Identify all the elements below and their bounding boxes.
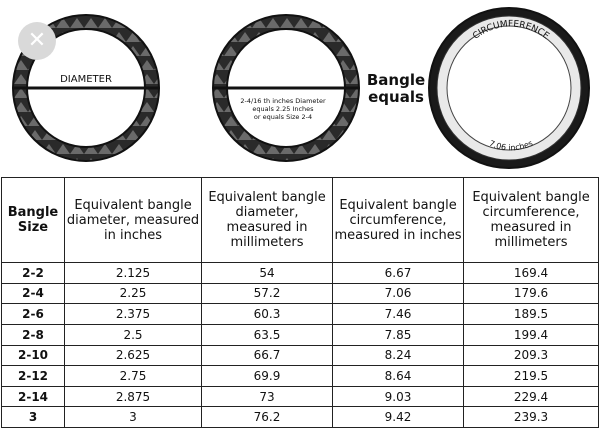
cell-circumference-mm: 229.4 xyxy=(464,386,599,407)
table-row xyxy=(2,263,599,284)
cell-circumference-mm: 179.6 xyxy=(464,283,599,304)
cell-size: 2-2 xyxy=(2,263,65,284)
cell-circumference-inches: 7.85 xyxy=(333,324,464,345)
middle-note-line-2: equals 2.25 Inches xyxy=(252,105,314,113)
header-diameter-inches: Equivalent bangle diameter, measured in inches xyxy=(65,178,202,263)
cell-diameter-inches: 2.375 xyxy=(65,304,202,325)
cell-circumference-mm: 209.3 xyxy=(464,345,599,366)
cell-size: 2-8 xyxy=(2,324,65,345)
circumference-label: CIRCUMFERENCE xyxy=(471,19,551,42)
bangle-equals-line-2: equals xyxy=(368,88,424,106)
table-row xyxy=(2,366,599,387)
cell-diameter-inches: 3 xyxy=(65,407,202,428)
bangle-circumference-ring xyxy=(429,8,589,168)
header-circumference-mm: Equivalent bangle circumference, measured in millimeters xyxy=(464,178,599,263)
cell-circumference-mm: 169.4 xyxy=(464,263,599,284)
diameter-label: DIAMETER xyxy=(60,74,112,85)
cell-diameter-mm: 69.9 xyxy=(202,366,333,387)
cell-diameter-mm: 63.5 xyxy=(202,324,333,345)
cell-size: 3 xyxy=(2,407,65,428)
table-row xyxy=(2,386,599,407)
cell-circumference-mm: 239.3 xyxy=(464,407,599,428)
cell-circumference-inches: 8.64 xyxy=(333,366,464,387)
bangle-equals-line-1: Bangle xyxy=(366,71,426,89)
cell-size: 2-14 xyxy=(2,386,65,407)
middle-note-line-3: or equals Size 2-4 xyxy=(253,113,313,121)
cell-diameter-inches: 2.25 xyxy=(65,283,202,304)
cell-circumference-inches: 6.67 xyxy=(333,263,464,284)
close-icon: ✕ xyxy=(27,28,47,53)
bangle-size-ring xyxy=(213,15,359,161)
bangle-size-table xyxy=(1,177,599,428)
header-diameter-mm: Equivalent bangle diameter, measured in millimeters xyxy=(202,178,333,263)
cell-diameter-mm: 66.7 xyxy=(202,345,333,366)
cell-size: 2-10 xyxy=(2,345,65,366)
cell-diameter-inches: 2.875 xyxy=(65,386,202,407)
cell-diameter-mm: 76.2 xyxy=(202,407,333,428)
cell-diameter-inches: 2.125 xyxy=(65,263,202,284)
cell-diameter-mm: 54 xyxy=(202,263,333,284)
cell-size: 2-12 xyxy=(2,366,65,387)
cell-diameter-inches: 2.75 xyxy=(65,366,202,387)
bangle-illustration xyxy=(0,0,600,176)
cell-circumference-mm: 199.4 xyxy=(464,324,599,345)
middle-note-line-1: 2-4/16 th inches Diameter xyxy=(240,97,326,105)
cell-diameter-mm: 73 xyxy=(202,386,333,407)
header-bangle-size: Bangle Size xyxy=(2,178,65,263)
cell-circumference-inches: 9.42 xyxy=(333,407,464,428)
cell-circumference-mm: 189.5 xyxy=(464,304,599,325)
cell-size: 2-6 xyxy=(2,304,65,325)
cell-circumference-mm: 219.5 xyxy=(464,366,599,387)
cell-circumference-inches: 9.03 xyxy=(333,386,464,407)
circumference-value: 7.06 inches xyxy=(487,138,535,153)
cell-diameter-inches: 2.5 xyxy=(65,324,202,345)
cell-diameter-mm: 60.3 xyxy=(202,304,333,325)
table-row xyxy=(2,345,599,366)
header-circumference-inches: Equivalent bangle circumference, measured in inches xyxy=(333,178,464,263)
cell-circumference-inches: 7.46 xyxy=(333,304,464,325)
bangle-equals-label xyxy=(360,72,432,106)
cell-diameter-mm: 57.2 xyxy=(202,283,333,304)
cell-size: 2-4 xyxy=(2,283,65,304)
table-row xyxy=(2,324,599,345)
cell-circumference-inches: 7.06 xyxy=(333,283,464,304)
table-row xyxy=(2,304,599,325)
cell-circumference-inches: 8.24 xyxy=(333,345,464,366)
illustration-panel xyxy=(0,0,600,176)
close-button[interactable] xyxy=(18,22,56,60)
table-header-row xyxy=(2,178,599,263)
table-row xyxy=(2,283,599,304)
cell-diameter-inches: 2.625 xyxy=(65,345,202,366)
table-row xyxy=(2,407,599,428)
